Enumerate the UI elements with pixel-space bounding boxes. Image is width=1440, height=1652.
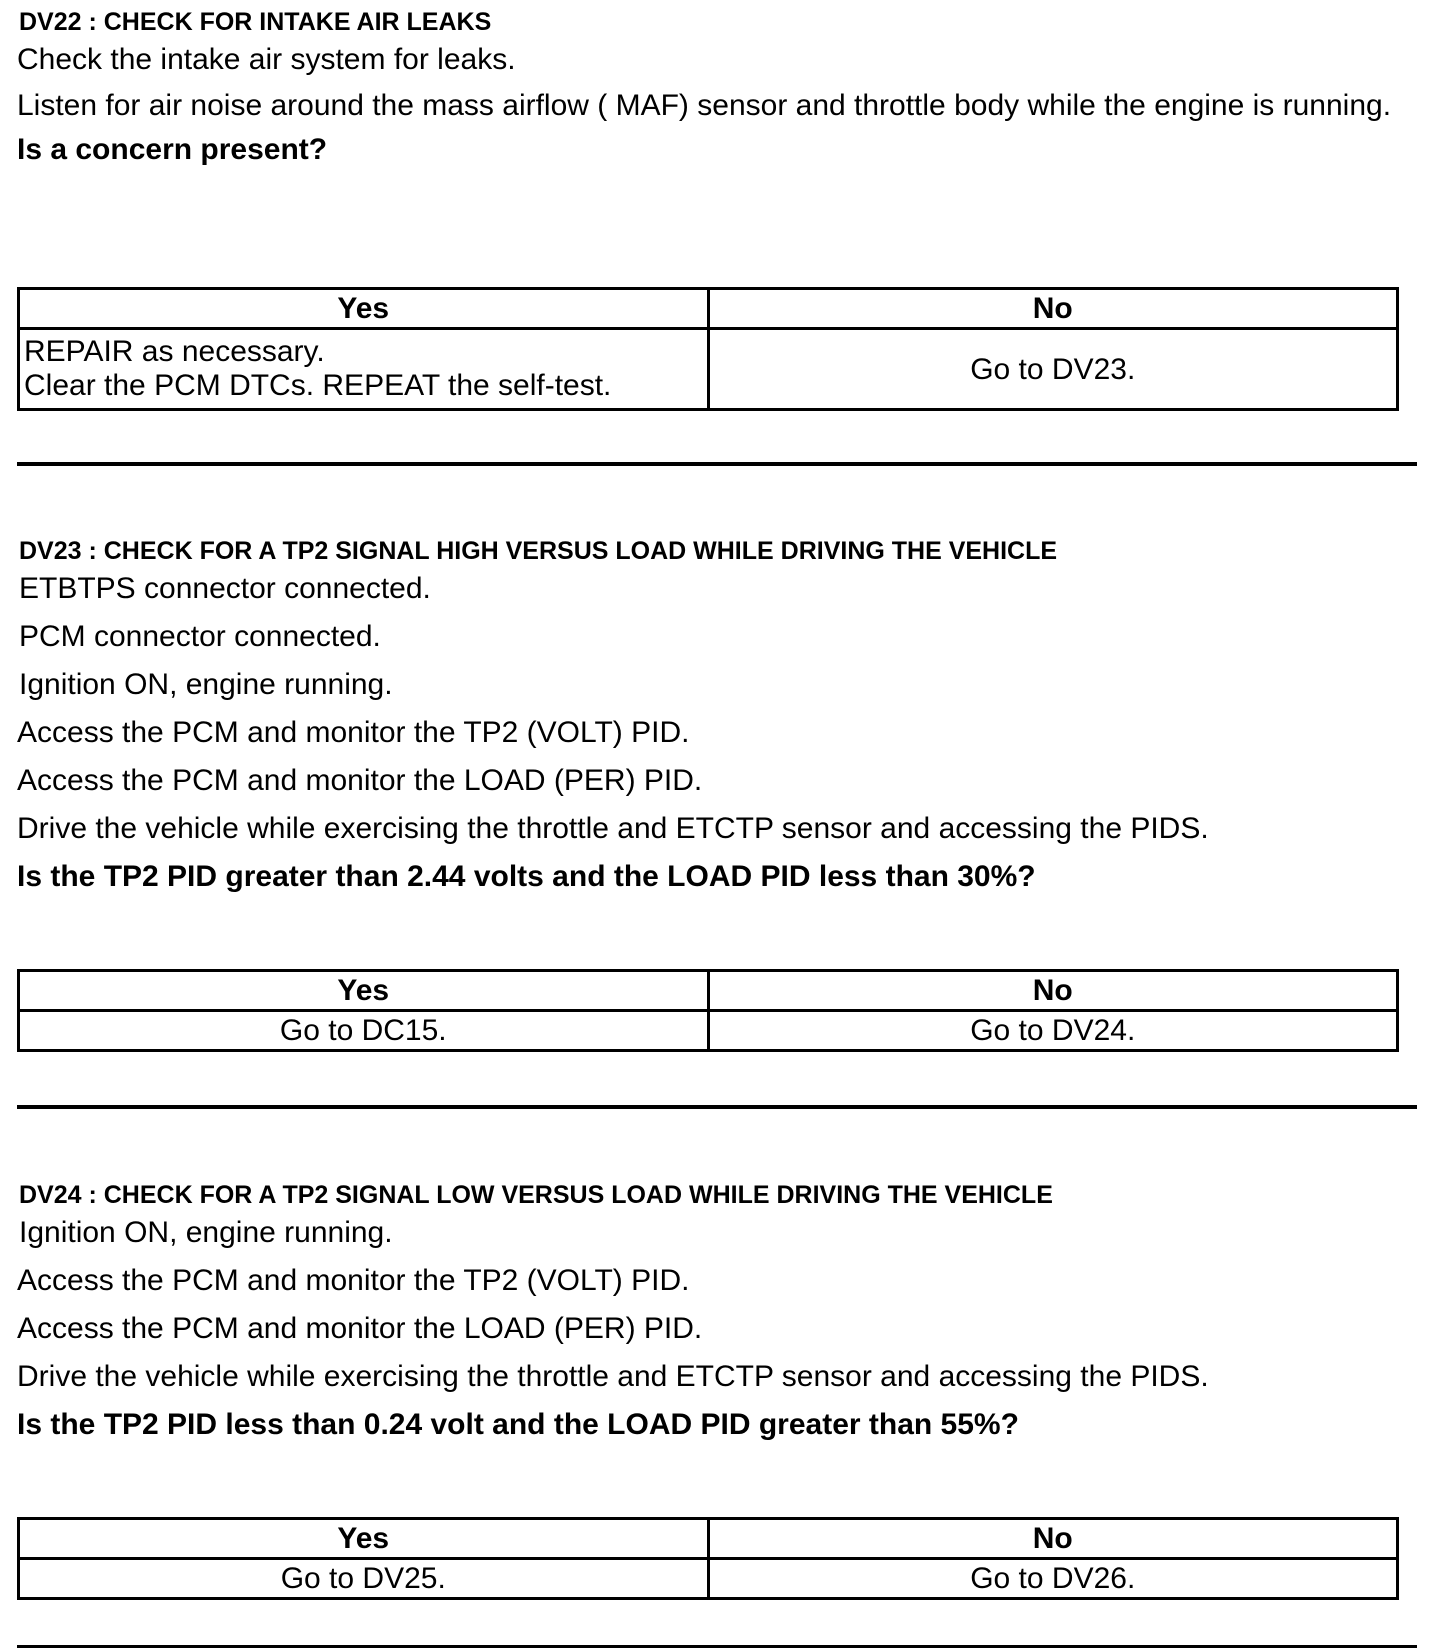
question: Is a concern present? [17,133,328,166]
section-divider [17,1105,1417,1109]
yes-header: Yes [19,1519,709,1559]
table-row [19,1011,1398,1051]
yes-cell: Go to DV25. [19,1559,709,1599]
table-row [19,329,1398,410]
no-cell: Go to DV26. [708,1559,1398,1599]
yes-cell [19,329,709,410]
no-cell: Go to DV24. [708,1011,1398,1051]
step-line: Access the PCM and monitor the TP2 (VOLT) PID. [17,716,690,749]
no-header: No [708,289,1398,329]
yes-line: Clear the PCM DTCs. REPEAT the self-test. [24,369,612,402]
result-table-dv23 [17,969,1399,1052]
section-dv22 [17,6,1417,168]
yes-line: REPAIR as necessary. [24,335,325,368]
step-line: Drive the vehicle while exercising the throttle and ETCTP sensor and accessing the PIDS. [17,1360,1209,1393]
section-dv24 [17,1179,1417,1443]
table-header-row [19,289,1398,329]
section-divider [17,462,1417,466]
step-line: Ignition ON, engine running. [19,1216,393,1249]
step-line: Check the intake air system for leaks. [17,43,516,76]
table-header-row [19,971,1398,1011]
table-row [19,1559,1398,1599]
yes-cell: Go to DC15. [19,1011,709,1051]
yes-header: Yes [19,289,709,329]
section-divider [17,1645,1417,1648]
step-line: Listen for air noise around the mass airflow ( MAF) sensor and throttle body while the engine is running. [17,89,1392,122]
step-line: Drive the vehicle while exercising the throttle and ETCTP sensor and accessing the PIDS. [17,812,1209,845]
no-header: No [708,1519,1398,1559]
yes-header: Yes [19,971,709,1011]
step-line: Access the PCM and monitor the LOAD (PER) PID. [17,1312,703,1345]
step-line: Access the PCM and monitor the TP2 (VOLT) PID. [17,1264,690,1297]
step-line: PCM connector connected. [19,620,381,653]
step-line: Access the PCM and monitor the LOAD (PER) PID. [17,764,703,797]
step-line: ETBTPS connector connected. [19,572,431,605]
no-header: No [708,971,1398,1011]
step-line: Ignition ON, engine running. [19,668,393,701]
question: Is the TP2 PID less than 0.24 volt and the LOAD PID greater than 55%? [17,1408,1019,1441]
section-heading: DV24 : CHECK FOR A TP2 SIGNAL LOW VERSUS LOAD WHILE DRIVING THE VEHICLE [19,1181,1053,1209]
section-dv23 [17,535,1417,895]
question: Is the TP2 PID greater than 2.44 volts and the LOAD PID less than 30%? [17,860,1036,893]
table-header-row [19,1519,1398,1559]
section-heading: DV22 : CHECK FOR INTAKE AIR LEAKS [19,8,492,36]
section-heading: DV23 : CHECK FOR A TP2 SIGNAL HIGH VERSUS LOAD WHILE DRIVING THE VEHICLE [19,537,1058,565]
no-cell: Go to DV23. [708,329,1398,410]
result-table-dv22 [17,287,1399,411]
result-table-dv24 [17,1517,1399,1600]
